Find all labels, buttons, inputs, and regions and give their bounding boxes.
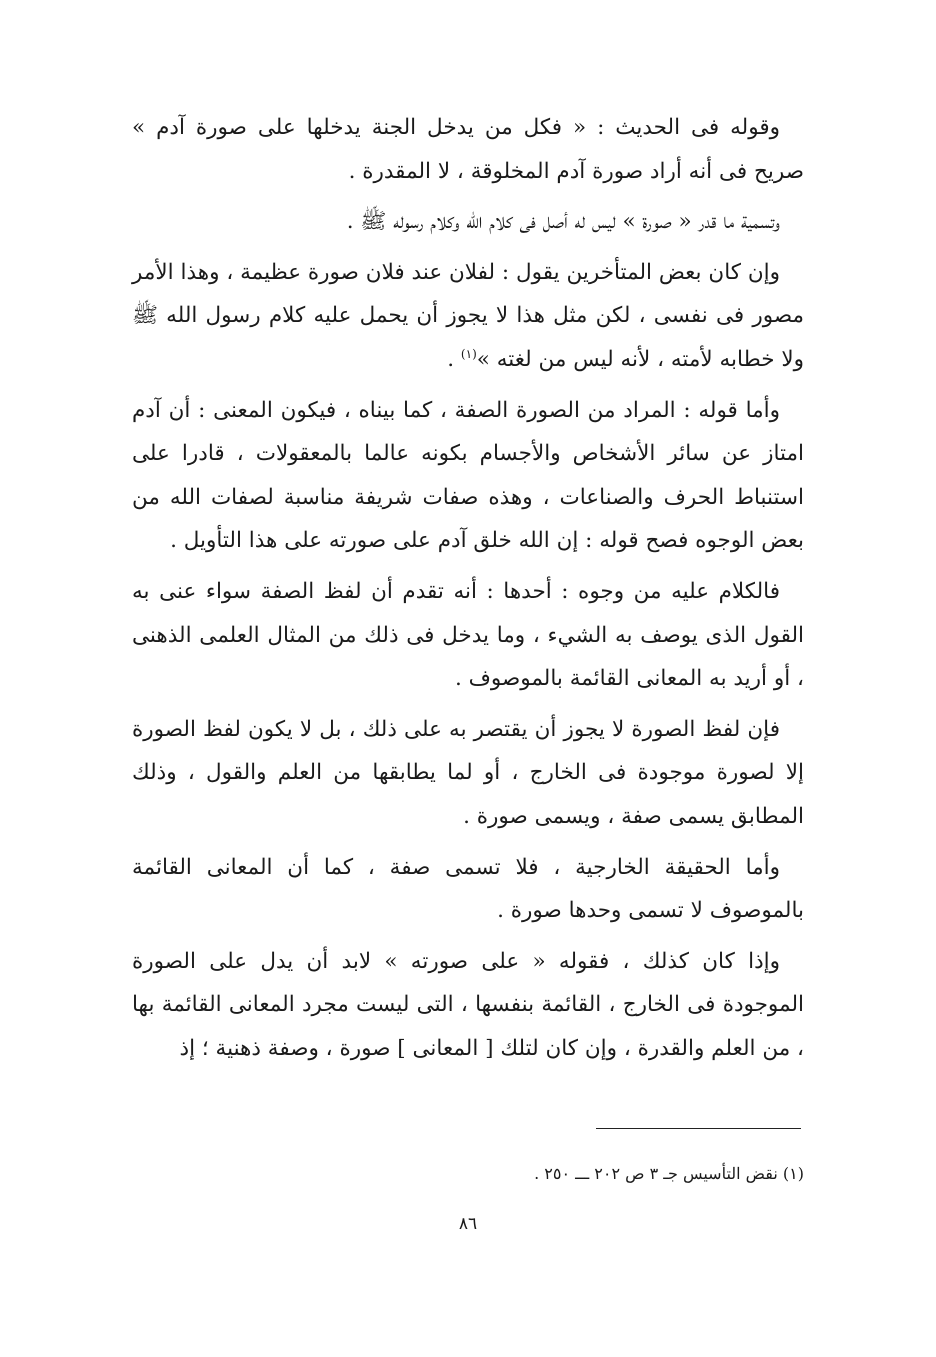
footnote: (١) نقض التأسيس جـ ٣ ص ٢٠٢ ـــ ٢٥٠ . [534,1164,804,1183]
paragraph-6: فإن لفظ الصورة لا يجوز أن يقتصر به على ذلك ، بل لا يكون لفظ الصورة إلا لصورة موجودة فى الخارج ، أو لما يطابقها من العلم والقول ، وذلك المطابق يسمى صفة ، ويسمى صورة . [132,716,804,829]
paragraph-4: وأما قوله : المراد من الصورة الصفة ، كما بيناه ، فيكون المعنى : أن آدم امتاز عن سائر الأشخاص والأجسام بكونه عالما بالمعقولات ، قادرا على استنباط الحرف والصناعات ، وهذه صفات شريفة مناسبة لصفات الله من بعض الوجوه فصح قوله : إن الله خلق آدم على صورته على هذا التأويل . [132,397,804,554]
paragraph-1: وقوله فى الحديث : « فكل من يدخل الجنة يدخلها على صورة آدم » صريح فى أنه أراد صورة آدم المخلوقة ، لا المقدرة . [132,115,804,184]
paragraph-2: وتسمية ما قدر « صورة » ليس له أصل فى كلام الله وكلام رسوله ﷺ . [346,209,780,235]
paragraph-8: وإذا كان كذلك ، فقوله « على صورته » لابد أن يدل على الصورة الموجودة فى الخارج ، القائمة بنفسها ، التى ليست مجرد المعانى القائمة بها ، من العلم والقدرة ، وإن كان لتلك [ المعانى ] صورة ، وصفة ذهنية ؛ إذ [132,948,804,1061]
paragraph-7: وأما الحقيقة الخارجية ، فلا تسمى صفة ، كما أن المعانى القائمة بالموصوف لا تسمى وحدها صورة . [132,854,804,924]
footnote-marker: (١) [460,346,477,361]
paragraph-5: فالكلام عليه من وجوه : أحدها : أنه تقدم أن لفظ الصفة سواء عنى به القول الذى يوصف به الشيء ، وما يدخل فى ذلك من المثال العلمى الذهنى ، أو أريد به المعانى القائمة بالموصوف . [132,578,804,692]
footnote-divider [596,1128,801,1129]
main-text [132,106,804,1077]
paragraph-3 [132,251,804,382]
paragraph-3-tail: . [447,346,461,372]
page-number: ٨٦ [458,1214,478,1234]
paragraph-3-text: وإن كان بعض المتأخرين يقول : لفلان عند فلان صورة عظيمة ، وهذا الأمر مصور فى نفسى ، لكن مثل هذا لا يجوز أن يحمل عليه كلام رسول الله ﷺ ولا خطابه لأمته ، لأنه ليس من لغته » [132,259,804,372]
